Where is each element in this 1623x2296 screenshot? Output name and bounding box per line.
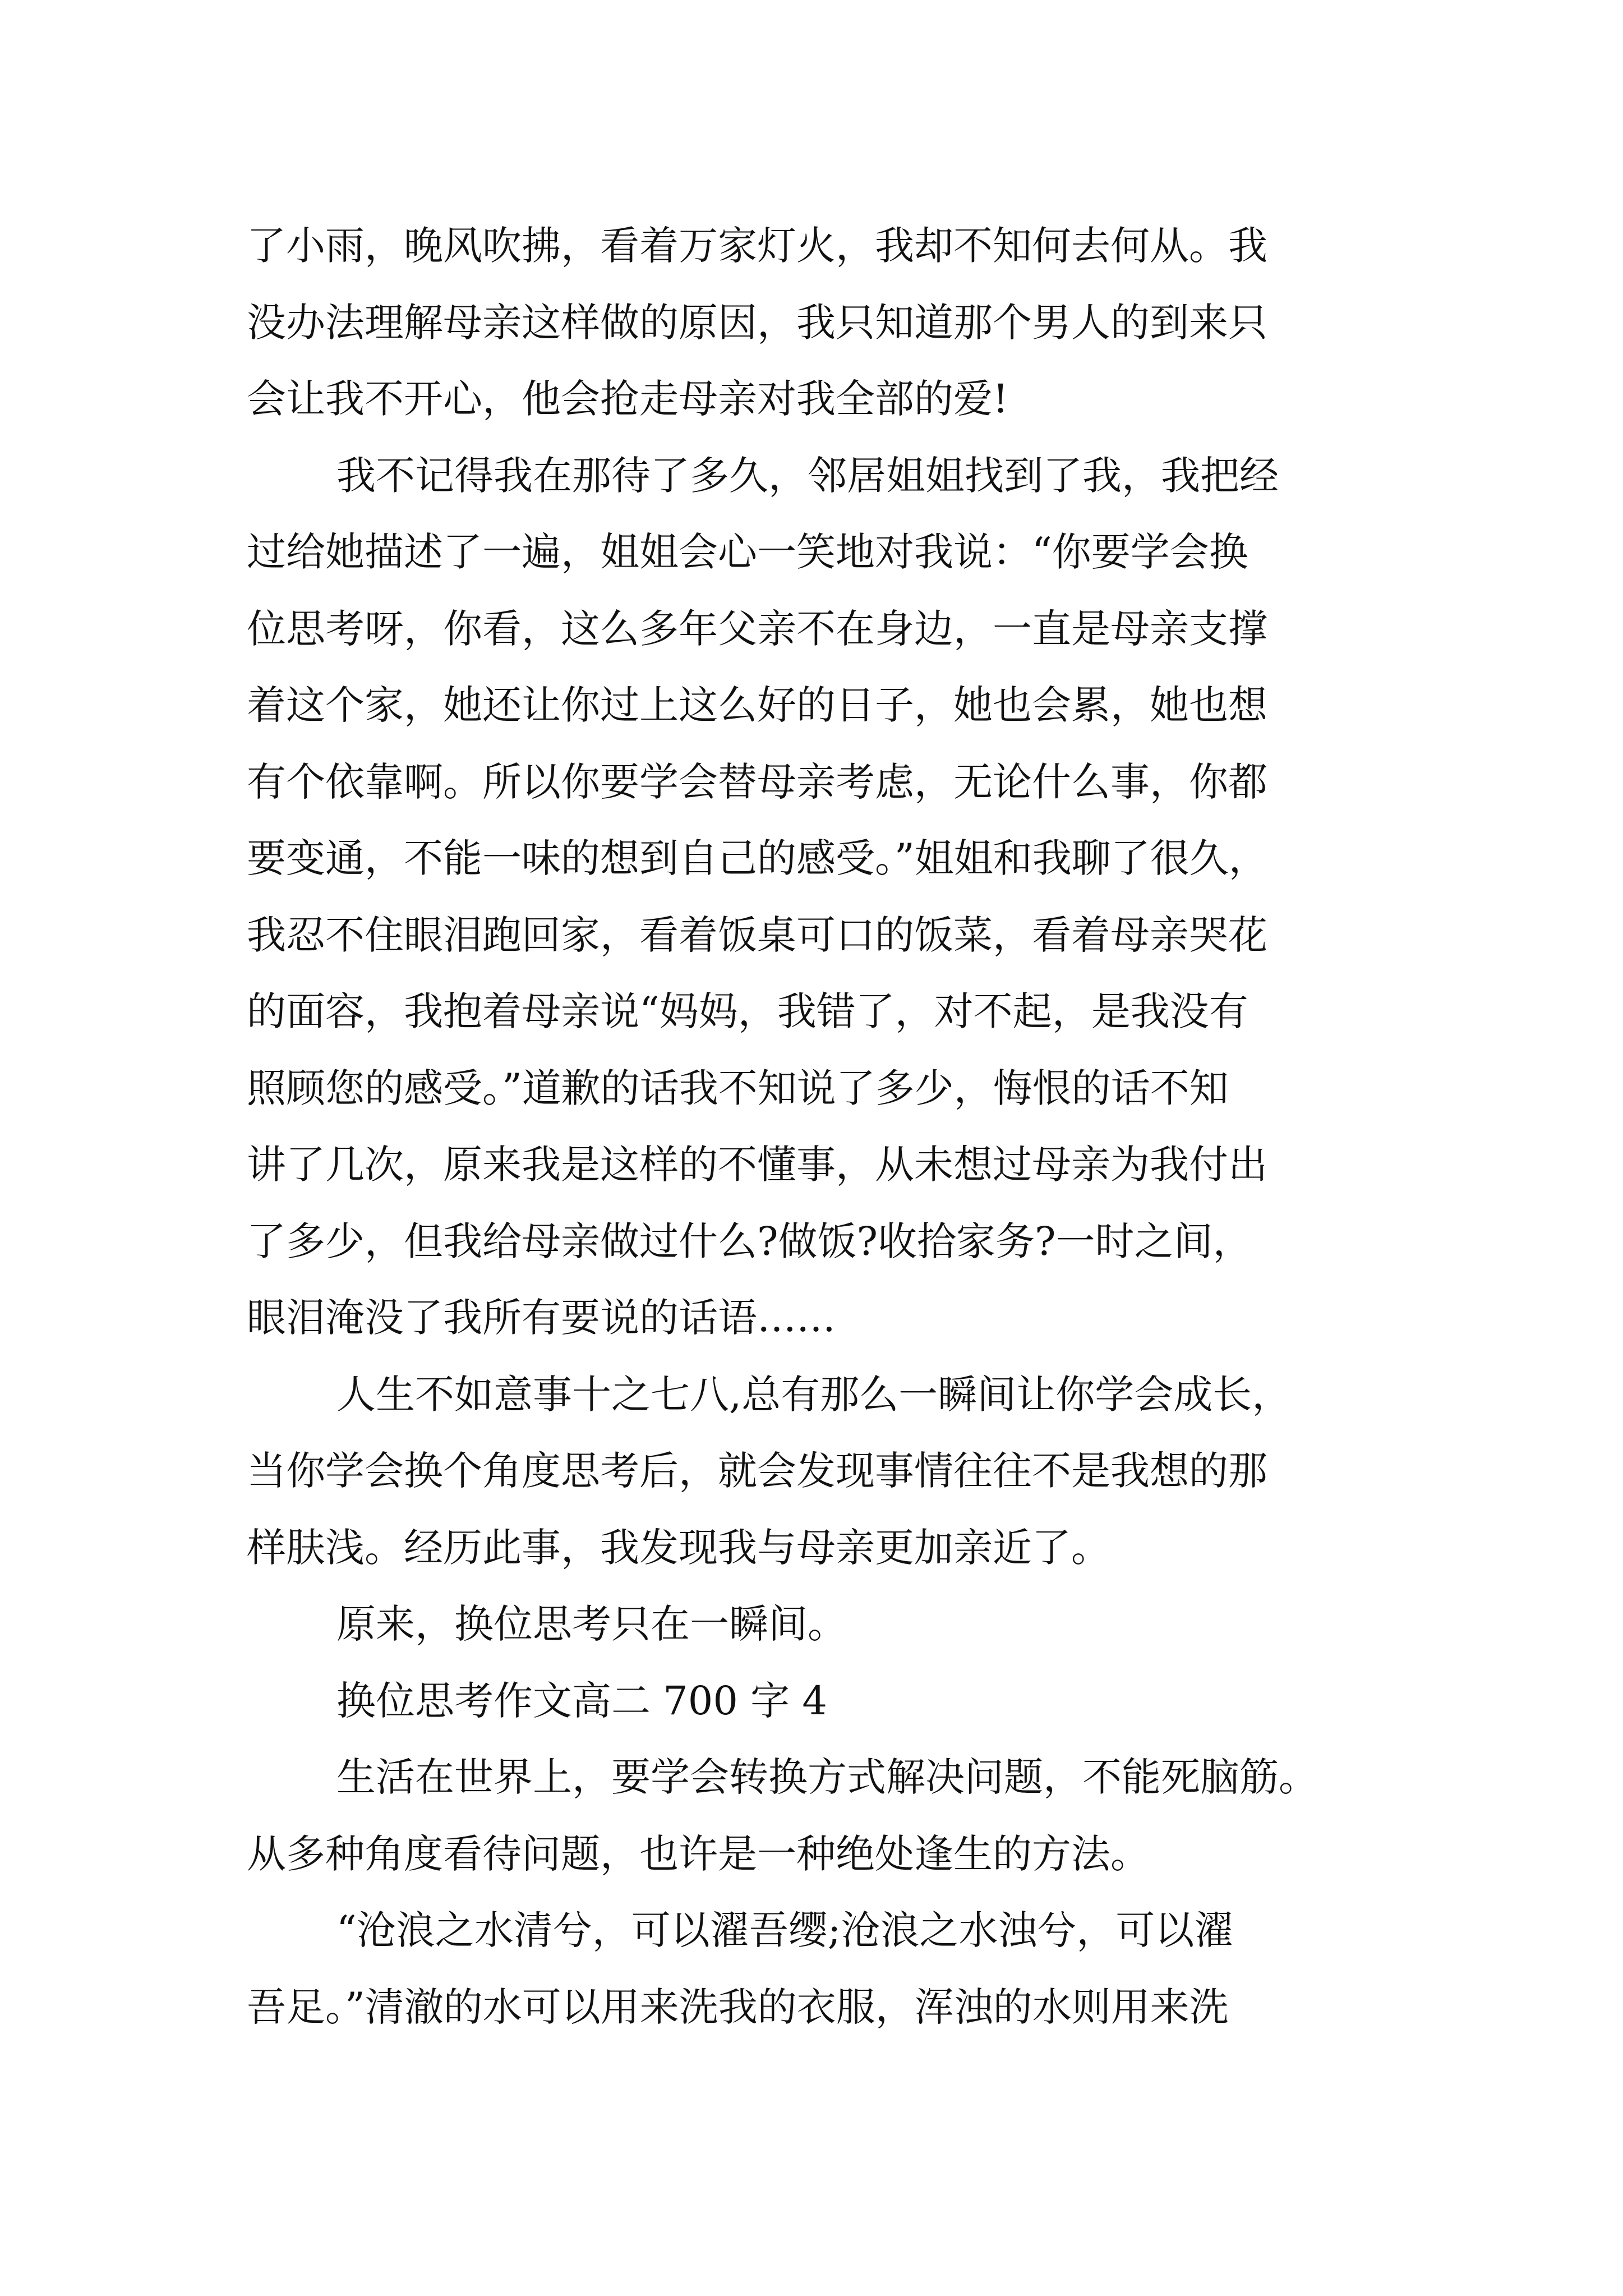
text-line: 着这个家，她还让你过上这么好的日子，她也会累，她也想	[247, 682, 1267, 728]
text-line: 的面容，我抱着母亲说“妈妈，我错了，对不起，是我没有	[247, 988, 1248, 1034]
text-line: 吾足。”清澈的水可以用来洗我的衣服，浑浊的水则用来洗	[247, 1984, 1229, 2030]
text-line: 有个依靠啊。所以你要学会替母亲考虑，无论什么事，你都	[247, 758, 1267, 805]
text-line: 照顾您的感受。”道歉的话我不知说了多少，悔恨的话不知	[247, 1065, 1229, 1111]
paragraph-start-line: 人生不如意事十之七八,总有那么一瞬间让你学会成长，	[336, 1371, 1292, 1418]
text-line: 了小雨，晚风吹拂，看着万家灯火，我却不知何去何从。我	[247, 223, 1267, 269]
paragraph-start-line: 生活在世界上，要学会转换方式解决问题，不能死脑筋。	[336, 1754, 1318, 1800]
text-line: 当你学会换个角度思考后，就会发现事情往往不是我想的那	[247, 1448, 1267, 1494]
text-line: 要变通，不能一味的想到自己的感受。”姐姐和我聊了很久，	[247, 835, 1268, 881]
text-line: 我忍不住眼泪跑回家，看着饭桌可口的饭菜，看着母亲哭花	[247, 912, 1267, 958]
text-line: 了多少，但我给母亲做过什么?做饭?收拾家务?一时之间，	[247, 1218, 1252, 1264]
text-line: 讲了几次，原来我是这样的不懂事，从未想过母亲为我付出	[247, 1142, 1267, 1188]
document-body	[247, 208, 1391, 2045]
paragraph-start-line: 我不记得我在那待了多久，邻居姐姐找到了我，我把经	[336, 452, 1279, 499]
text-line: 没办法理解母亲这样做的原因，我只知道那个男人的到来只	[247, 299, 1267, 346]
text-line: 过给她描述了一遍，姐姐会心一笑地对我说：“你要学会换	[247, 529, 1248, 575]
paragraph-start-line: “沧浪之水清兮，可以濯吾缨;沧浪之水浊兮，可以濯	[336, 1907, 1234, 1953]
paragraph-start-line: 原来，换位思考只在一瞬间。	[336, 1601, 847, 1647]
text-line: 位思考呀，你看，这么多年父亲不在身边，一直是母亲支撑	[247, 605, 1267, 652]
text-line: 会让我不开心，他会抢走母亲对我全部的爱!	[247, 376, 1009, 422]
text-line: 样肤浅。经历此事，我发现我与母亲更加亲近了。	[247, 1524, 1110, 1571]
text-line: 从多种角度看待问题，也许是一种绝处逢生的方法。	[247, 1830, 1150, 1877]
text-line: 眼泪淹没了我所有要说的话语……	[247, 1295, 836, 1341]
section-heading: 换位思考作文高二 700 字 4	[336, 1677, 827, 1724]
